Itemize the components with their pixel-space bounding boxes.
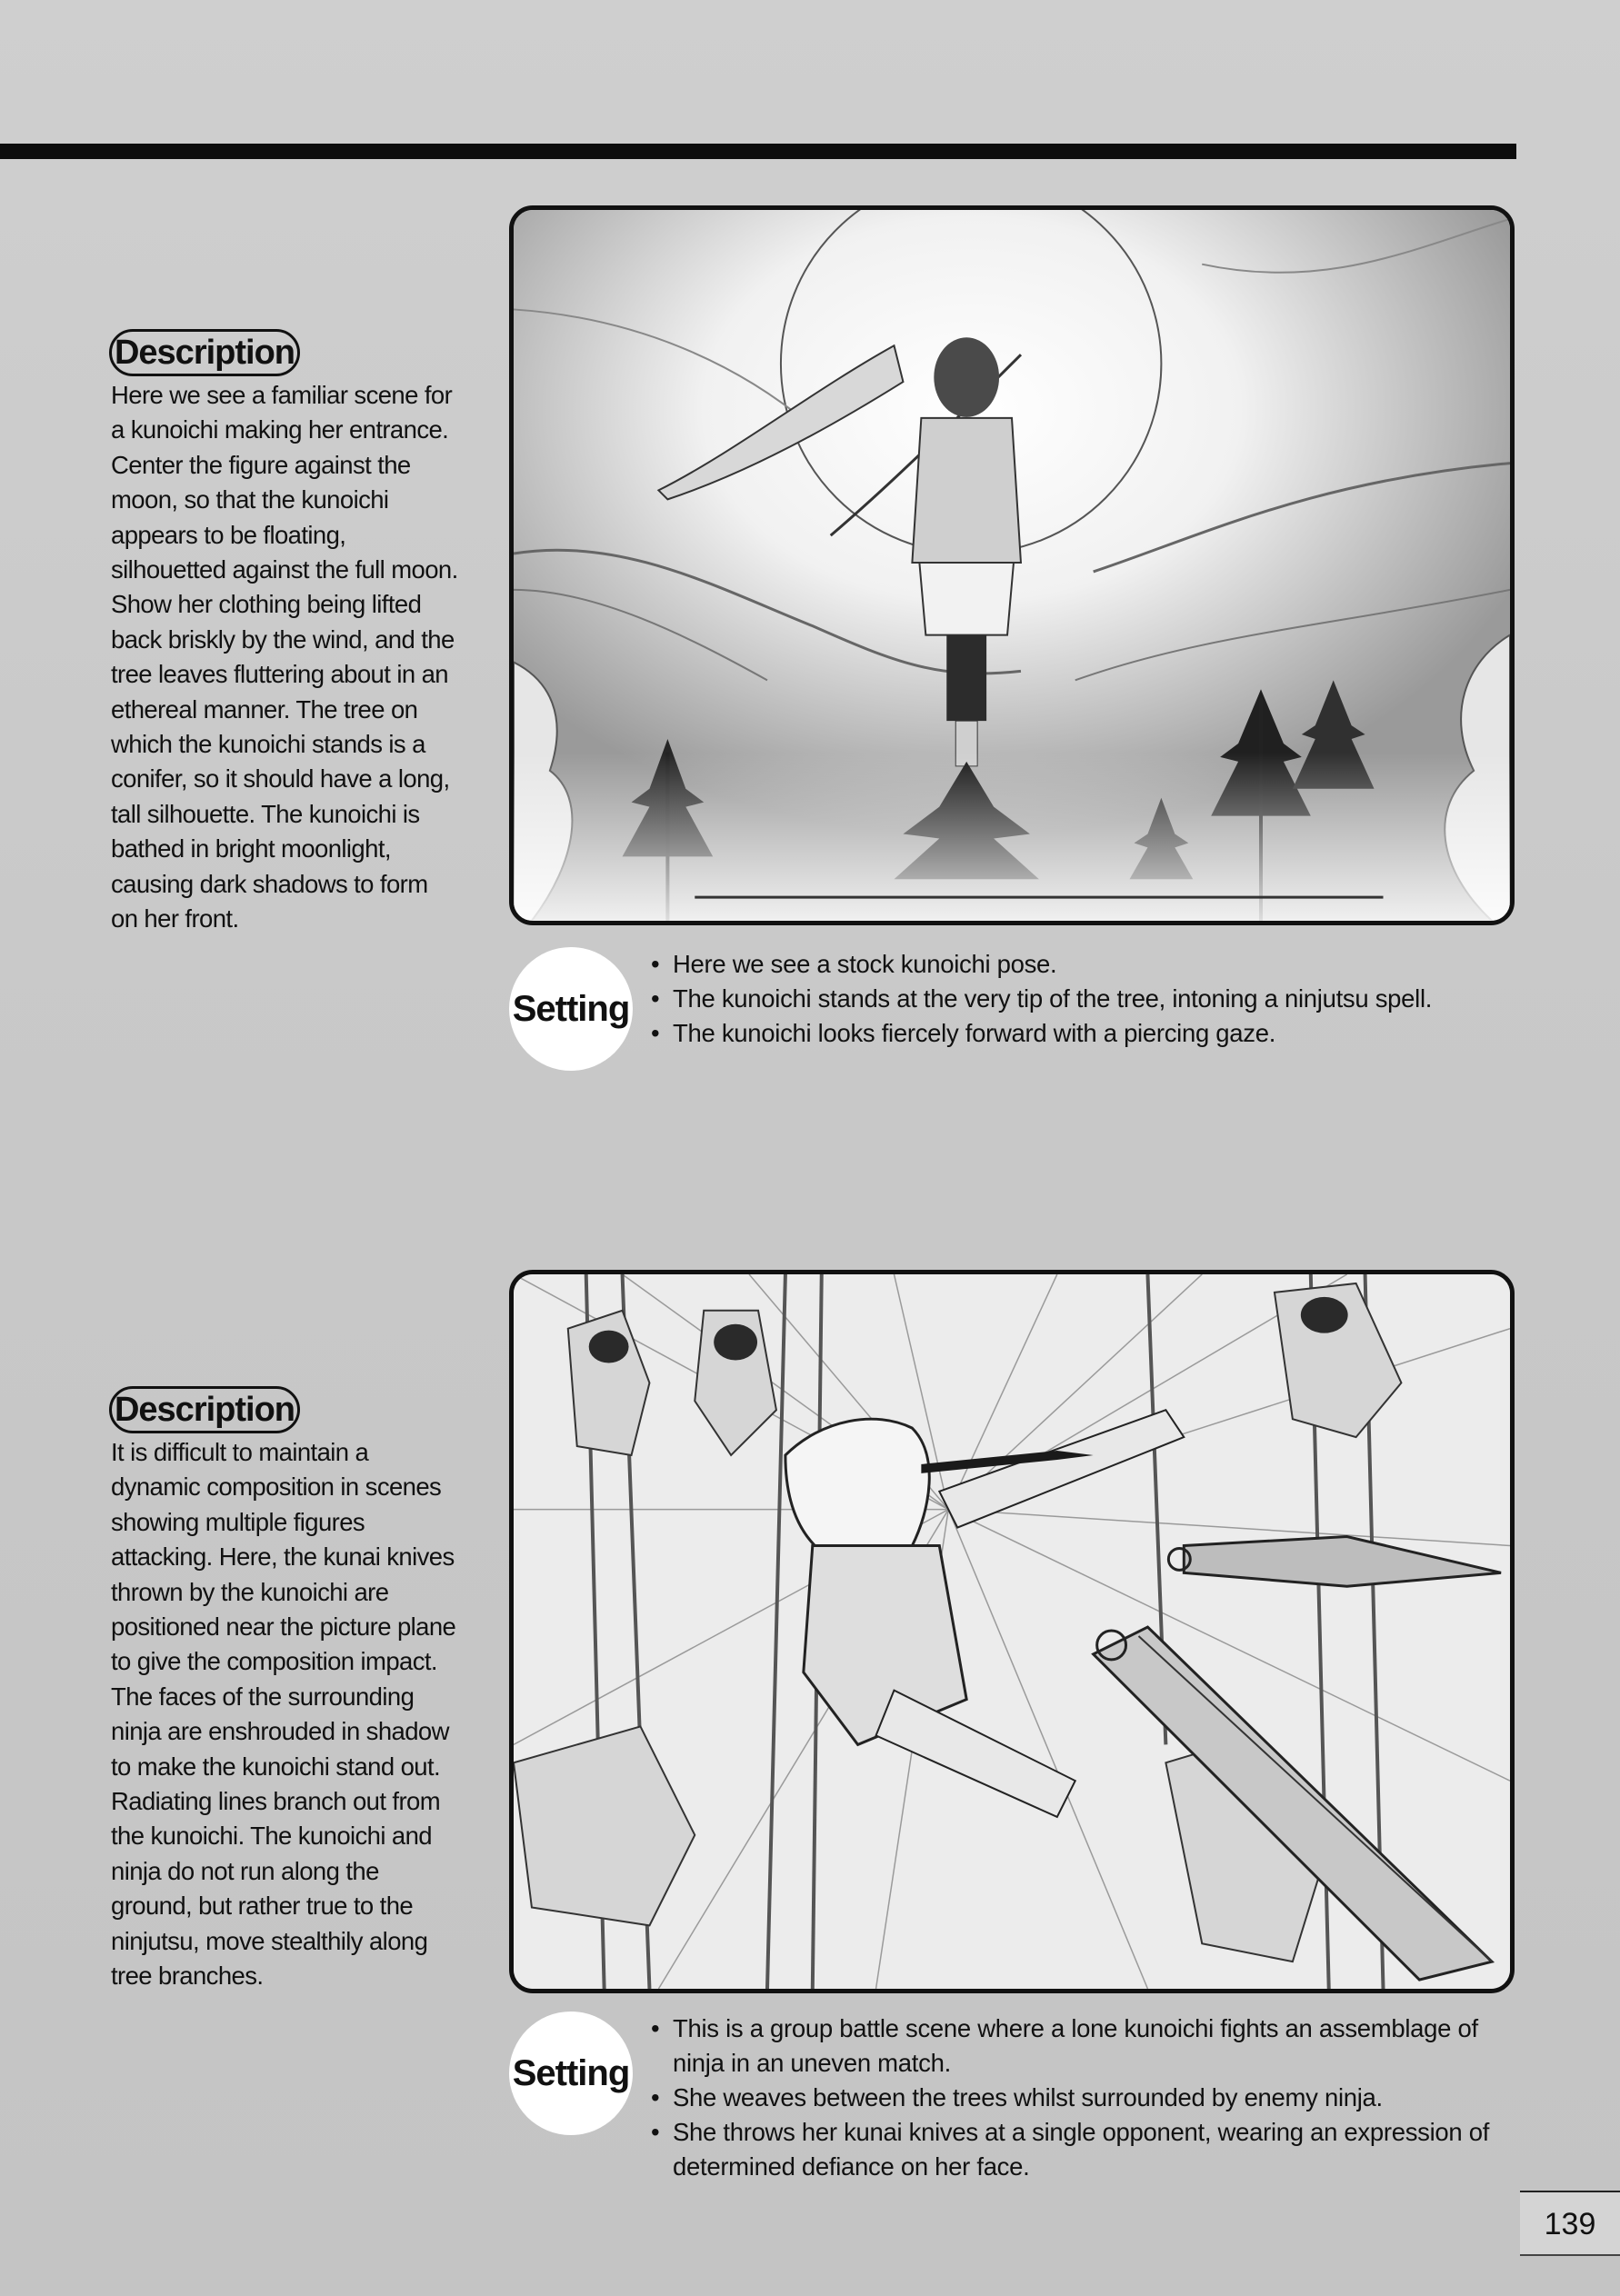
setting-bullet: • She weaves between the trees whilst surrounded by enemy ninja. (651, 2081, 1505, 2115)
panel-section-2 (0, 1268, 1620, 2195)
setting-bullet: • This is a group battle scene where a lone kunoichi fights an assemblage of ninja in an uneven match. (651, 2011, 1505, 2081)
setting-bullet: • Here we see a stock kunoichi pose. (651, 947, 1505, 982)
description-text: It is difficult to maintain a dynamic composition in scenes showing multiple figures attacking. Here, the kunai knives thrown by the kunoichi are positioned near the picture plane to give the composition impact. The faces of the surrounding ninja are enshrouded in shadow to make the kunoichi stand out. Radiating lines branch out from the kunoichi. The kunoichi and ninja do not run along the ground, but rather true to the ninjutsu, move stealthily along tree branches. (111, 1438, 456, 1991)
illustration-battle-scene (509, 1270, 1515, 1993)
panel-section-1 (0, 202, 1620, 1093)
page-number-rule (1520, 2254, 1620, 2256)
page-number: 139 (1520, 2191, 1620, 2256)
setting-bullet: • The kunoichi looks fiercely forward with a piercing gaze. (651, 1016, 1505, 1051)
setting-bullet-list (651, 947, 1505, 1051)
description-heading: Description (109, 329, 300, 376)
figure-head (934, 337, 999, 417)
illustration-moon-kunoichi (509, 205, 1515, 925)
setting-bullet-list (651, 2011, 1505, 2184)
top-rule (0, 144, 1516, 159)
setting-badge: Setting (509, 2011, 633, 2135)
description-heading: Description (109, 1386, 300, 1433)
setting-bullet: • The kunoichi stands at the very tip of the tree, intoning a ninjutsu spell. (651, 982, 1505, 1016)
setting-bullet: • She throws her kunai knives at a single opponent, wearing an expression of determined defiance on her face. (651, 2115, 1505, 2184)
moon-scene-drawing (514, 210, 1510, 921)
description-text: Here we see a familiar scene for a kunoichi making her entrance. Center the figure against the moon, so that the kunoichi appears to be floating, silhouetted against the full moon. Show her clothing being lifted back briskly by the wind, and the tree leaves fluttering about in an ethereal manner. The tree on which the kunoichi stands is a conifer, so it should have a long, tall silhouette. The kunoichi is bathed in bright moonlight, causing dark shadows to form on her front. (111, 381, 458, 933)
battle-scene-drawing (514, 1274, 1510, 1989)
setting-badge: Setting (509, 947, 633, 1071)
